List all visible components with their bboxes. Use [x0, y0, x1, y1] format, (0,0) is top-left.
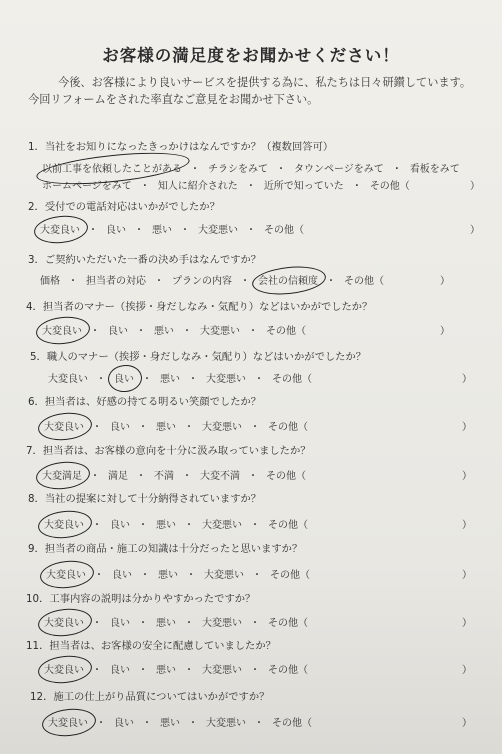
option-separator: ・ — [190, 164, 200, 175]
answer-option[interactable]: 不満 — [154, 471, 174, 482]
answer-option[interactable]: 大変良い — [44, 665, 84, 676]
option-separator: ・ — [252, 570, 262, 581]
other-close-paren: ） — [462, 374, 472, 385]
answer-option[interactable]: 悪い — [152, 225, 172, 236]
answer-option[interactable]: 大変悪い — [202, 665, 242, 676]
answer-option[interactable]: 看板をみて — [409, 164, 460, 175]
option-separator: ・ — [139, 181, 150, 192]
answer-option[interactable]: 大変悪い — [198, 225, 238, 236]
answer-option[interactable]: その他（ — [270, 570, 310, 581]
question-10-options — [44, 614, 308, 629]
option-separator: ・ — [92, 422, 102, 433]
option-separator: ・ — [250, 422, 260, 433]
answer-option[interactable]: 大変良い — [40, 225, 80, 236]
other-close-paren: ） — [470, 225, 480, 236]
option-separator: ・ — [142, 374, 152, 385]
option-separator: ・ — [184, 520, 194, 531]
answer-option[interactable]: 悪い — [160, 374, 180, 385]
question-8-options — [44, 516, 308, 531]
question-9-text: 9．担当者の商品・施工の知識は十分だったと思いますか？ — [28, 543, 303, 555]
option-separator: ・ — [391, 164, 402, 175]
answer-option[interactable]: 大変悪い — [202, 618, 242, 629]
option-separator: ・ — [188, 374, 198, 385]
option-separator: ・ — [138, 422, 148, 433]
option-separator: ・ — [184, 618, 194, 629]
answer-option[interactable]: 悪い — [156, 618, 176, 629]
question-2-options — [40, 221, 304, 236]
question-6-text: 6．担当者は、好感の持てる明るい笑顔でしたか？ — [28, 396, 262, 408]
other-close-paren: ） — [462, 665, 472, 676]
answer-option[interactable]: 良い — [114, 718, 134, 729]
answer-option[interactable]: 大変悪い — [200, 326, 240, 337]
option-separator: ・ — [92, 520, 102, 531]
answer-option[interactable]: ホームページをみて — [42, 181, 132, 192]
answer-option[interactable]: 大変悪い — [202, 520, 242, 531]
answer-option[interactable]: その他（ — [266, 326, 306, 337]
other-close-paren: ） — [462, 471, 472, 482]
question-11-options — [44, 661, 308, 676]
question-1-options — [42, 177, 410, 192]
answer-option[interactable]: 悪い — [156, 520, 176, 531]
answer-option[interactable]: その他（ — [264, 225, 304, 236]
answer-option[interactable]: 大変良い — [44, 618, 84, 629]
page-title: お客様の満足度をお聞かせください！ — [102, 46, 400, 65]
answer-option[interactable]: 大変不満 — [200, 471, 240, 482]
option-separator: ・ — [138, 520, 148, 531]
answer-option[interactable]: 大変良い — [42, 326, 82, 337]
answer-option[interactable]: 良い — [108, 326, 128, 337]
question-2-text: 2．受付での電話対応はいかがでしたか？ — [28, 201, 220, 213]
answer-option[interactable]: 近所で知っていた — [263, 181, 344, 192]
question-11-text: 11．担当者は、お客様の安全に配慮していましたか？ — [26, 640, 276, 652]
question-5-options — [48, 370, 312, 385]
answer-option[interactable]: 良い — [114, 374, 134, 385]
answer-option[interactable]: 良い — [110, 618, 130, 629]
answer-option[interactable]: 大変悪い — [206, 718, 246, 729]
other-close-paren: ） — [470, 181, 480, 192]
option-separator: ・ — [154, 276, 164, 287]
answer-option[interactable]: プランの内容 — [172, 276, 232, 287]
option-separator: ・ — [351, 181, 362, 192]
option-separator: ・ — [136, 471, 146, 482]
option-separator: ・ — [68, 276, 78, 287]
question-1-options — [42, 160, 460, 175]
answer-option[interactable]: 大変良い — [48, 718, 88, 729]
option-separator: ・ — [96, 718, 106, 729]
option-separator: ・ — [246, 225, 256, 236]
answer-option[interactable]: 大変悪い — [204, 570, 244, 581]
answer-option[interactable]: 大変良い — [44, 520, 84, 531]
answer-option[interactable]: 良い — [110, 520, 130, 531]
question-5-text: 5．職人のマナー（挨拶・身だしなみ・気配り）などはいかがでしたか？ — [30, 351, 367, 363]
option-separator: ・ — [92, 665, 102, 676]
option-separator: ・ — [184, 422, 194, 433]
option-separator: ・ — [188, 718, 198, 729]
option-separator: ・ — [140, 570, 150, 581]
answer-option[interactable]: その他（ — [344, 276, 384, 287]
answer-option[interactable]: 大変悪い — [202, 422, 242, 433]
option-separator: ・ — [326, 276, 336, 287]
option-separator: ・ — [254, 374, 264, 385]
answer-option[interactable]: 会社の信頼度 — [258, 276, 318, 287]
option-separator: ・ — [186, 570, 196, 581]
question-3-options — [40, 272, 384, 287]
answer-option[interactable]: タウンページをみて — [294, 164, 384, 175]
option-separator: ・ — [134, 225, 144, 236]
option-separator: ・ — [250, 618, 260, 629]
answer-option[interactable]: その他（ — [268, 422, 308, 433]
other-close-paren: ） — [440, 326, 450, 337]
question-12-text: 12．施工の仕上がり品質についてはいかがですか？ — [30, 691, 270, 703]
answer-option[interactable]: その他（ — [266, 471, 306, 482]
question-9-options — [46, 566, 310, 581]
question-7-text: 7．担当者は、お客様の意向を十分に汲み取っていましたか？ — [26, 445, 311, 457]
question-6-options — [44, 418, 308, 433]
answer-option[interactable]: 大変良い — [44, 422, 84, 433]
option-separator: ・ — [248, 326, 258, 337]
answer-option[interactable]: 大変良い — [46, 570, 86, 581]
option-separator: ・ — [142, 718, 152, 729]
answer-option[interactable]: 悪い — [158, 570, 178, 581]
option-separator: ・ — [90, 471, 100, 482]
option-separator: ・ — [138, 618, 148, 629]
answer-option[interactable]: 担当者の対応 — [86, 276, 146, 287]
question-10-text: 10．工事内容の説明は分かりやすかったですか？ — [26, 593, 256, 605]
answer-option[interactable]: 悪い — [156, 665, 176, 676]
other-close-paren: ） — [462, 422, 472, 433]
question-12-options — [48, 714, 312, 729]
option-separator: ・ — [254, 718, 264, 729]
answer-option[interactable]: 悪い — [160, 718, 180, 729]
other-close-paren: ） — [462, 618, 472, 629]
option-separator: ・ — [96, 374, 106, 385]
question-7-options — [42, 467, 306, 482]
option-separator: ・ — [240, 276, 250, 287]
question-8-text: 8．当社の提案に対して十分納得されていますか？ — [28, 493, 262, 505]
option-separator: ・ — [276, 164, 286, 175]
option-separator: ・ — [138, 665, 148, 676]
answer-option[interactable]: 知人に紹介された — [157, 181, 238, 192]
other-close-paren: ） — [462, 520, 472, 531]
answer-option[interactable]: 満足 — [108, 471, 128, 482]
answer-option[interactable]: その他（ — [272, 374, 312, 385]
option-separator: ・ — [90, 326, 100, 337]
intro-text: 今後、お客様により良いサービスを提供する為に、私たちは日々研鑚しています。今回リフォームをされた率直なご意見をお聞かせ下さい。 — [28, 76, 472, 106]
answer-option[interactable]: 悪い — [154, 326, 174, 337]
answer-option[interactable]: 以前工事を依頼したことがある — [42, 164, 182, 175]
answer-option[interactable]: 価格 — [40, 276, 60, 287]
answer-option[interactable]: その他（ — [268, 618, 308, 629]
answer-option[interactable]: 良い — [110, 422, 130, 433]
answer-option[interactable]: 悪い — [156, 422, 176, 433]
answer-option[interactable]: その他（ — [369, 181, 410, 192]
answer-option[interactable]: その他（ — [268, 665, 308, 676]
option-separator: ・ — [136, 326, 146, 337]
option-separator: ・ — [248, 471, 258, 482]
option-separator: ・ — [180, 225, 190, 236]
question-4-text: 4．担当者のマナー（挨拶・身だしなみ・気配り）などはいかがでしたか？ — [26, 301, 373, 313]
option-separator: ・ — [184, 665, 194, 676]
other-close-paren: ） — [440, 276, 450, 287]
other-close-paren: ） — [462, 570, 472, 581]
answer-option[interactable]: 大変良い — [48, 374, 88, 385]
question-1-text: 1．当社をお知りになったきっかけはなんですか？（複数回答可） — [28, 141, 334, 153]
question-4-options — [42, 322, 306, 337]
option-separator: ・ — [182, 471, 192, 482]
other-close-paren: ） — [462, 718, 472, 729]
answer-option[interactable]: 大変満足 — [42, 471, 82, 482]
answer-option[interactable]: 大変悪い — [206, 374, 246, 385]
option-separator: ・ — [250, 520, 260, 531]
answer-option[interactable]: 良い — [112, 570, 132, 581]
question-3-text: 3．ご契約いただいた一番の決め手はなんですか？ — [28, 254, 262, 266]
option-separator: ・ — [92, 618, 102, 629]
option-separator: ・ — [94, 570, 104, 581]
option-separator: ・ — [88, 225, 98, 236]
option-separator: ・ — [182, 326, 192, 337]
answer-option[interactable]: その他（ — [268, 520, 308, 531]
option-separator: ・ — [245, 181, 256, 192]
answer-option[interactable]: 良い — [110, 665, 130, 676]
answer-option[interactable]: その他（ — [272, 718, 312, 729]
option-separator: ・ — [250, 665, 260, 676]
answer-option[interactable]: チラシをみて — [208, 164, 268, 175]
answer-option[interactable]: 良い — [106, 225, 126, 236]
